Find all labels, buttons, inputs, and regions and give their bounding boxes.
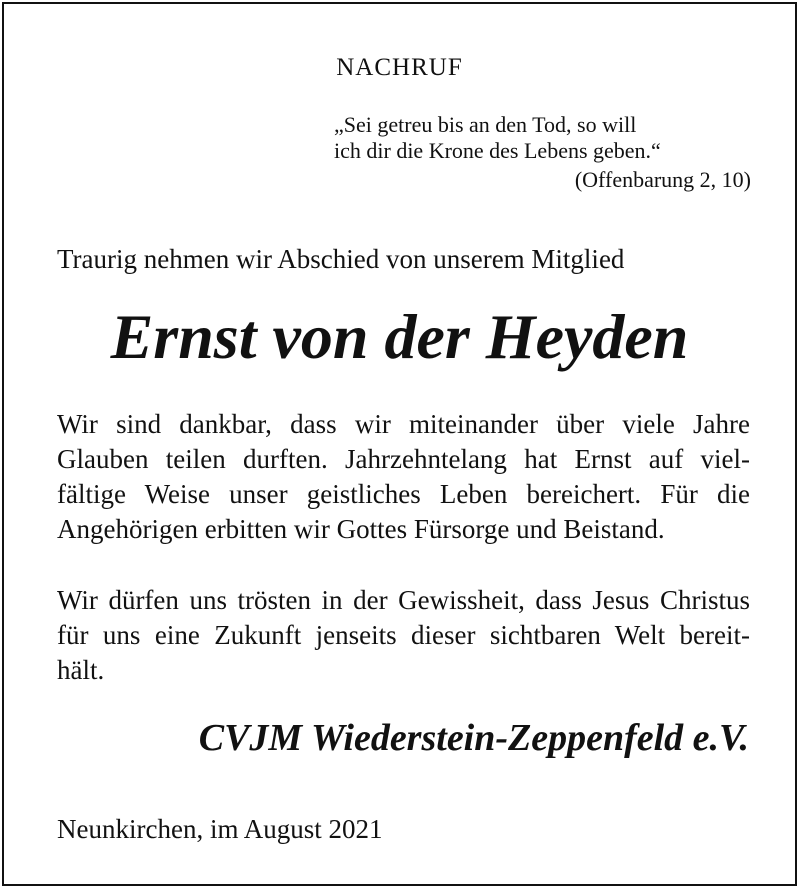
comfort-paragraph <box>57 583 750 688</box>
paragraph-line: fältige Weise unser geistliches Leben bereichert. Für die <box>57 479 750 509</box>
bible-verse-line-1: „Sei getreu bis an den Tod, so will <box>334 112 637 137</box>
deceased-name: Ernst von der Heyden <box>110 301 689 372</box>
organization-signature: CVJM Wiederstein-Zeppenfeld e.V. <box>198 717 749 759</box>
paragraph-line: für uns eine Zukunft jenseits dieser sichtbaren Welt bereit- <box>57 620 750 650</box>
intro-text: Traurig nehmen wir Abschied von unserem Mitglied <box>57 244 625 274</box>
notice-heading: NACHRUF <box>336 54 463 81</box>
paragraph-line: Wir sind dankbar, dass wir miteinander über viele Jahre <box>57 409 750 439</box>
bible-verse-line-2: ich dir die Krone des Lebens geben.“ <box>334 138 661 163</box>
paragraph-line: Angehörigen erbitten wir Gottes Fürsorge und Beistand. <box>57 514 665 544</box>
paragraph-line: Glauben teilen durften. Jahrzehntelang hat Ernst auf viel- <box>57 444 750 474</box>
paragraph-line: hält. <box>57 655 105 685</box>
obituary-notice <box>2 2 797 886</box>
bible-verse-reference: (Offenbarung 2, 10) <box>574 167 751 192</box>
place-and-date: Neunkirchen, im August 2021 <box>57 814 383 844</box>
paragraph-line: Wir dürfen uns trösten in der Gewissheit, dass Jesus Christus <box>57 585 750 615</box>
gratitude-paragraph <box>57 407 750 547</box>
